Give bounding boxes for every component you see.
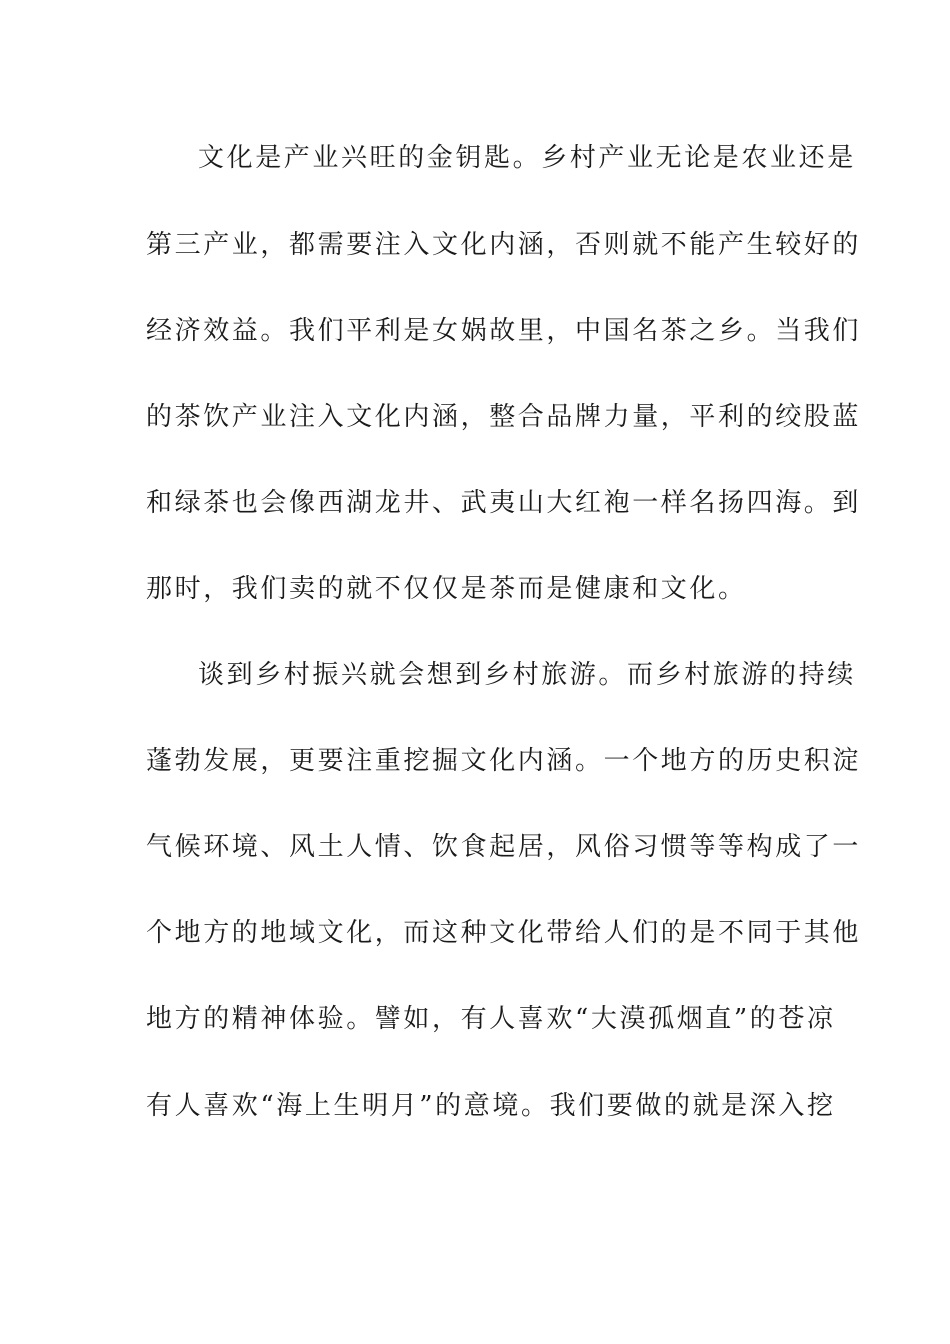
text-line: 的茶饮产业注入文化内涵，整合品牌力量，平利的绞股蓝 xyxy=(146,402,862,432)
text-line: 个地方的地域文化，而这种文化带给人们的是不同于其他 xyxy=(146,918,862,948)
text-line: 和绿茶也会像西湖龙井、武夷山大红袍一样名扬四海。到 xyxy=(146,488,862,518)
text-line: 气候环境、风土人情、饮食起居，风俗习惯等等构成了一 xyxy=(146,832,862,862)
text-line: 蓬勃发展，更要注重挖掘文化内涵。一个地方的历史积淀 xyxy=(146,746,862,776)
text-line: 有人喜欢“海上生明月”的意境。我们要做的就是深入挖 xyxy=(146,1091,836,1121)
text-line: 经济效益。我们平利是女娲故里，中国名茶之乡。当我们 xyxy=(146,316,862,346)
text-line: 地方的精神体验。譬如，有人喜欢“大漠孤烟直”的苍凉 xyxy=(146,1004,836,1034)
text-line: 第三产业，都需要注入文化内涵，否则就不能产生较好的 xyxy=(146,230,862,260)
text-line: 那时，我们卖的就不仅仅是茶而是健康和文化。 xyxy=(146,574,747,604)
text-line: 谈到乡村振兴就会想到乡村旅游。而乡村旅游的持续 xyxy=(198,660,856,690)
text-line: 文化是产业兴旺的金钥匙。乡村产业无论是农业还是 xyxy=(198,143,856,173)
